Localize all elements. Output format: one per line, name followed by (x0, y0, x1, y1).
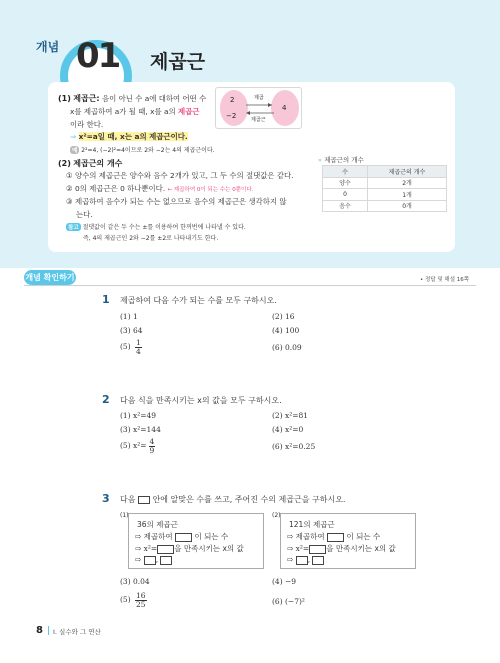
count-item-3a: ③ 제곱하여 음수가 되는 수는 없으므로 음수의 제곱근은 생각하지 않 (66, 197, 287, 206)
square-root-diagram (215, 87, 302, 129)
question-1-number: 1 (102, 293, 110, 306)
diagram-left-top: 2 (230, 96, 235, 104)
example-line: 예 2²=4, (−2)²=4이므로 2와 −2는 4의 제곱근이다. (72, 147, 215, 154)
question-2-number: 2 (102, 393, 110, 406)
q3-2-blank-equation[interactable] (309, 545, 326, 554)
q1-item-1: (1) 1 (120, 312, 138, 321)
q1-item-6: (6) 0.09 (272, 343, 302, 352)
question-2-text: 다음 식을 만족시키는 x의 값을 모두 구하시오. (120, 396, 282, 405)
side-table-header: 수 (323, 166, 368, 178)
q3-2-blank-square[interactable] (327, 533, 344, 542)
double-chevron-icon: » (318, 156, 322, 164)
q3-item-1-label: (1) (120, 512, 129, 519)
q3-item-3: (3) 0.04 (120, 577, 150, 586)
q3-item-4: (4) −9 (272, 577, 297, 586)
q3-box-2: 121의 제곱근 ⇨ 제곱하여 이 되는 수 ⇨ x²= 을 만족시키는 x의 값 ⇨ , (280, 513, 416, 569)
table-row: 양수 2개 (323, 177, 447, 189)
question-3-text: 다음 안에 알맞은 수를 쓰고, 주어진 수의 제곱근을 구하시오. (120, 495, 346, 504)
q2-item-4: (4) x²=0 (272, 425, 304, 434)
q3-2-blank-root-a[interactable] (296, 556, 308, 565)
tip-line-1: 참고 절댓값이 같은 두 수는 ±를 이용하여 한꺼번에 나타낼 수 있다. (68, 224, 246, 231)
count-item-3b: 는다. (76, 210, 93, 219)
q2-item-2: (2) x²=81 (272, 411, 309, 420)
definition-line-3: 이라 한다. (70, 120, 104, 129)
table-row: 음수 0개 (323, 200, 447, 212)
side-table (322, 165, 447, 212)
check-section-pill: 개념 확인하기 (24, 270, 76, 285)
page-title: 제곱근 (150, 51, 206, 73)
table-row: 0 1개 (323, 189, 447, 201)
answer-reference: • 정답 및 해설 16쪽 (420, 277, 470, 283)
definition-line-2: x를 제곱하여 a가 될 때, x를 a의 제곱근 (70, 107, 200, 116)
badge-word: 개념 (36, 40, 60, 54)
q3-item-2-label: (2) (272, 512, 281, 519)
q3-1-blank-equation[interactable] (157, 545, 174, 554)
footer-separator (48, 626, 49, 635)
diagram-arrow-bottom-label: 제곱근 (251, 117, 266, 123)
check-section-rule (24, 285, 476, 286)
count-item-2: ② 0의 제곱근은 0 하나뿐이다. ← 제곱하여 0이 되는 수는 0뿐이다. (66, 184, 254, 193)
chapter-label: Ⅰ. 실수와 그 연산 (53, 628, 101, 636)
q1-item-3: (3) 64 (120, 326, 143, 335)
count-item-1: ① 양수의 제곱근은 양수와 음수 2개가 있고, 그 두 수의 절댓값은 같다. (66, 171, 294, 180)
badge-number: 01 (76, 36, 120, 76)
page-number: 8 (36, 625, 43, 636)
q2-item-6: (6) x²=0.25 (272, 442, 316, 451)
q3-1-blank-root-b[interactable] (160, 556, 172, 565)
question-1-text: 제곱하여 다음 수가 되는 수를 모두 구하시오. (120, 296, 277, 305)
q3-item-6: (6) (−7)² (272, 597, 305, 606)
q1-item-5: (5) $\frac{1}{4}$ (120, 338, 141, 356)
rule-line: ⇒ x²=a일 때, x는 a의 제곱근이다. (70, 132, 188, 141)
tip-tag: 참고 (68, 225, 79, 231)
side-table-caption: » 제곱근의 개수 (318, 156, 364, 164)
diagram-left-bottom: −2 (226, 112, 237, 120)
definition-line-1: (1) 제곱근: 음이 아닌 수 a에 대하여 어떤 수 (58, 94, 207, 103)
question-3-number: 3 (102, 492, 110, 505)
q3-box-1: 36의 제곱근 ⇨ 제곱하여 이 되는 수 ⇨ x²= 을 만족시키는 x의 값 ⇨ , (128, 513, 264, 569)
blank-box-icon (138, 496, 150, 504)
q1-item-2: (2) 16 (272, 312, 295, 321)
q3-2-blank-root-b[interactable] (312, 556, 324, 565)
diagram-arrows (246, 102, 274, 116)
q1-item-4: (4) 100 (272, 326, 300, 335)
q3-1-blank-root-a[interactable] (144, 556, 156, 565)
diagram-arrow-top-label: 제곱 (254, 95, 264, 101)
q3-item-5: (5) $\frac{16}{25}$ (120, 591, 146, 609)
count-heading: (2) 제곱근의 개수 (58, 159, 123, 168)
arrow-icon: ⇒ (70, 132, 77, 141)
q2-item-1: (1) x²=49 (120, 411, 157, 420)
side-table-header: 제곱근의 개수 (368, 166, 447, 178)
q2-item-3: (3) x²=144 (120, 425, 161, 434)
tip-line-2: 즉, 4의 제곱근인 2와 −2를 ±2로 나타내기도 한다. (83, 235, 219, 242)
q2-item-5: (5) x²= $\frac{4}{9}$ (120, 437, 155, 455)
diagram-right: 4 (282, 104, 287, 112)
q3-1-blank-square[interactable] (175, 533, 192, 542)
